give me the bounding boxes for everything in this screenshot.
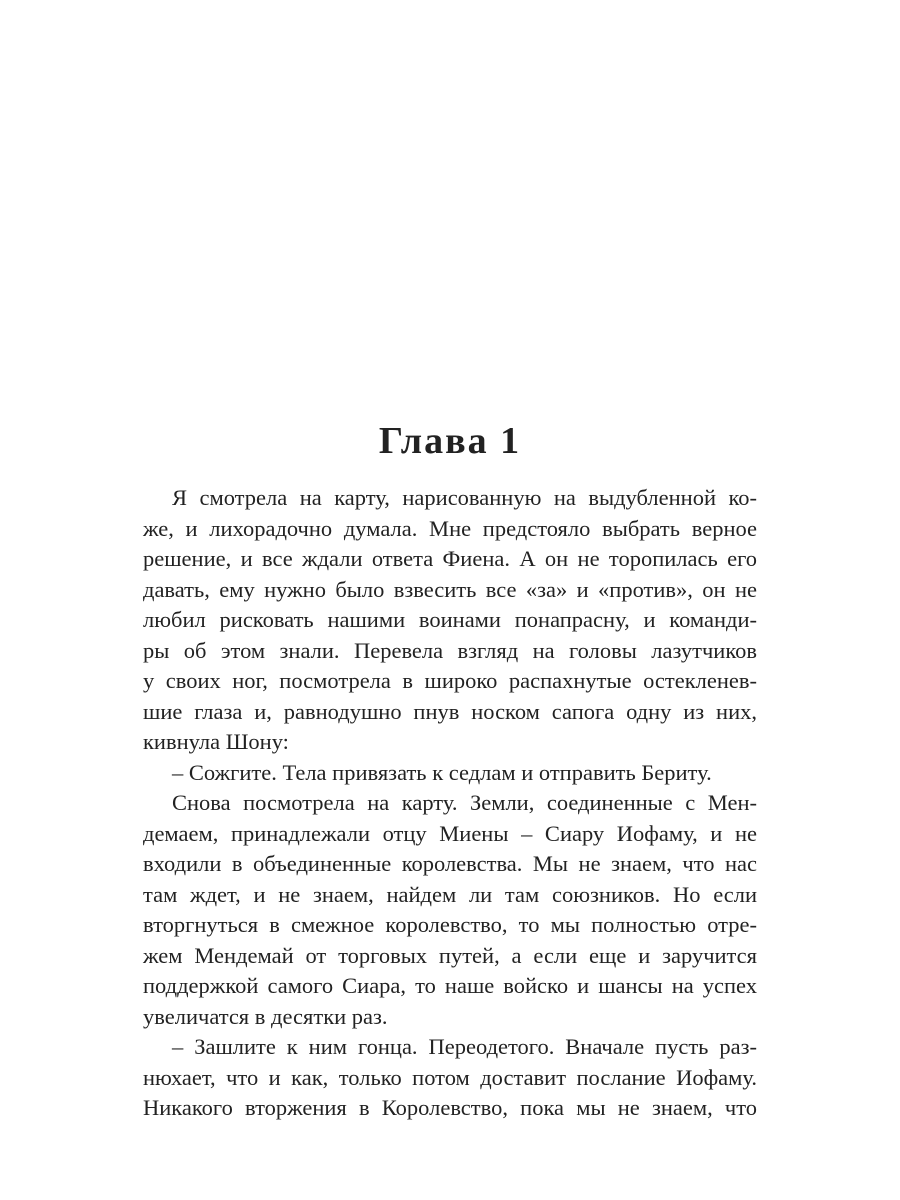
text-line: вторгнуться в смежное королевство, то мы полностью отре- bbox=[143, 912, 757, 937]
body-text bbox=[143, 483, 757, 1124]
text-line: демаем, принадлежали отцу Миены – Сиару Иофаму, и не bbox=[143, 820, 757, 846]
text-line: поддержкой самого Сиара, то наше войско и шансы на успех bbox=[143, 973, 757, 998]
text-line: там ждет, и не знаем, найдем ли там союзников. Но если bbox=[143, 881, 757, 907]
text-line: решение, и все ждали ответа Фиена. А он не торопилась его bbox=[143, 546, 757, 571]
text-line: Никакого вторжения в Королевство, пока мы не знаем, что bbox=[143, 1095, 757, 1120]
text-line: кивнула Шону: bbox=[143, 729, 289, 754]
text-line: – Зашлите к ним гонца. Переодетого. Вначале пусть раз- bbox=[172, 1034, 757, 1059]
text-line: – Сожгите. Тела привязать к седлам и отправить Бериту. bbox=[172, 759, 712, 785]
text-line: нюхает, что и как, только потом доставит послание Иофаму. bbox=[143, 1064, 757, 1090]
text-line: жем Мендемай от торговых путей, а если еще и заручится bbox=[143, 942, 757, 968]
text-line: шие глаза и, равнодушно пнув носком сапога одну из них, bbox=[143, 698, 757, 724]
text-line: Я смотрела на карту, нарисованную на выдубленной ко- bbox=[172, 485, 757, 510]
text-line: ры об этом знали. Перевела взгляд на головы лазутчиков bbox=[143, 637, 757, 663]
text-line: любил рисковать нашими воинами понапрасну, и команди- bbox=[143, 607, 757, 632]
text-line: у своих ног, посмотрела в широко распахнутые остекленев- bbox=[143, 668, 757, 693]
text-line: увеличатся в десятки раз. bbox=[143, 1003, 388, 1029]
chapter-title: Глава 1 bbox=[378, 420, 522, 462]
text-line: Снова посмотрела на карту. Земли, соединенные с Мен- bbox=[172, 790, 757, 815]
text-line: входили в объединенные королевства. Мы не знаем, что нас bbox=[143, 851, 757, 876]
text-line: давать, ему нужно было взвесить все «за» и «против», он не bbox=[143, 576, 757, 602]
text-line: же, и лихорадочно думала. Мне предстояло выбрать верное bbox=[143, 515, 757, 541]
